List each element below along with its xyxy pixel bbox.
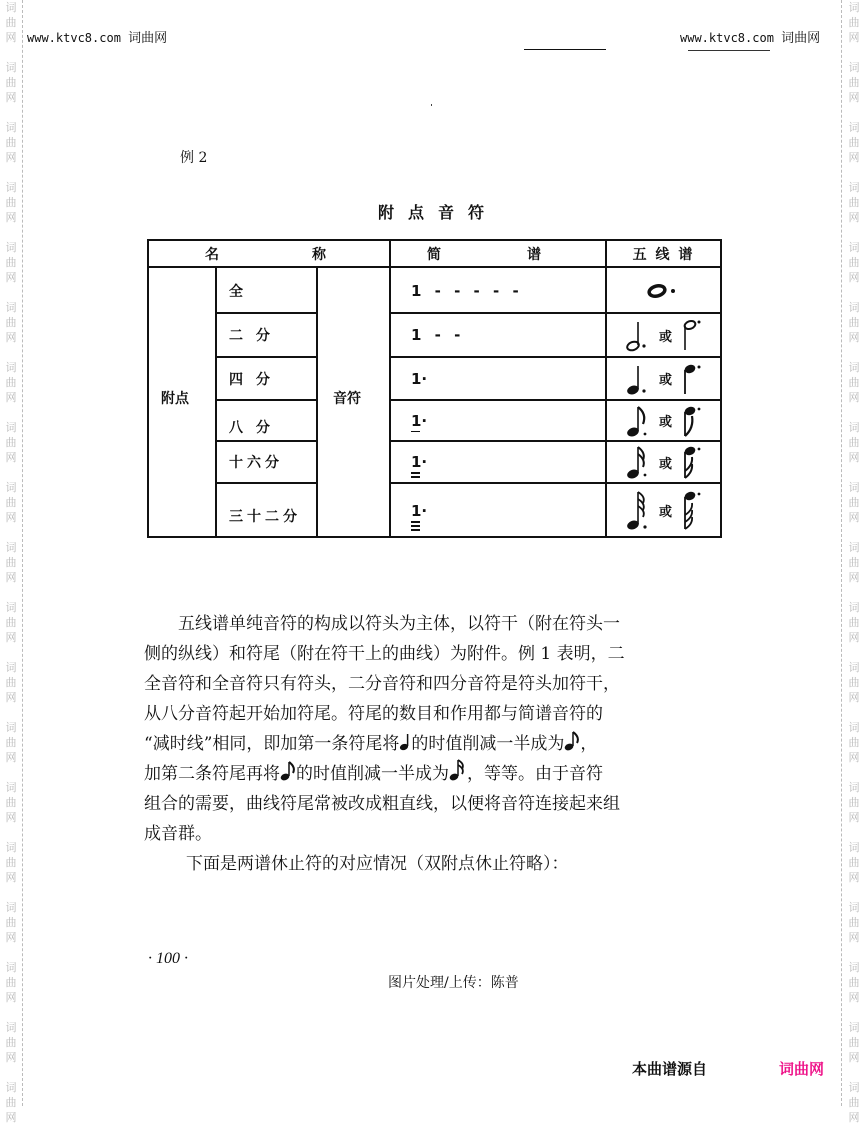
watermark-char: 网 xyxy=(5,271,17,284)
watermark-char: 曲 xyxy=(5,856,17,869)
watermark-char: 曲 xyxy=(848,1036,860,1049)
watermark-char: 词 xyxy=(848,241,860,254)
header-url: www.ktvc8.com xyxy=(680,31,774,45)
body-line xyxy=(144,759,724,789)
watermark-group xyxy=(842,120,866,165)
watermark-char: 词 xyxy=(5,601,17,614)
header-watermark-right xyxy=(680,27,820,46)
watermark-char: 网 xyxy=(5,511,17,524)
watermark-char: 曲 xyxy=(848,616,860,629)
watermark-char: 曲 xyxy=(848,976,860,989)
jianpu-value xyxy=(411,358,427,399)
watermark-char: 曲 xyxy=(848,796,860,809)
watermark-char: 网 xyxy=(5,391,17,404)
body-text-segment: “减时线”相同，即加第一条符尾将 xyxy=(144,734,400,754)
example-label: 例 2 xyxy=(180,150,208,166)
watermark-char: 网 xyxy=(848,991,860,1004)
group-label: 附点 xyxy=(161,391,189,407)
watermark-char: 网 xyxy=(848,91,860,104)
jianpu-value xyxy=(411,442,427,482)
column-divider xyxy=(389,241,391,536)
watermark-char: 词 xyxy=(5,181,17,194)
watermark-char: 曲 xyxy=(5,436,17,449)
watermark-char: 曲 xyxy=(848,136,860,149)
header-rule xyxy=(524,49,606,50)
watermark-char: 网 xyxy=(848,691,860,704)
watermark-group xyxy=(842,780,866,825)
watermark-char: 网 xyxy=(848,571,860,584)
watermark-char: 网 xyxy=(5,751,17,764)
watermark-group xyxy=(0,720,22,765)
watermark-char: 网 xyxy=(848,391,860,404)
staff-cell xyxy=(607,484,720,536)
watermark-char: 网 xyxy=(5,31,17,44)
watermark-char: 词 xyxy=(5,901,17,914)
watermark-group xyxy=(842,840,866,885)
jianpu-text: 1 - - - - - xyxy=(411,281,519,300)
body-line: 五线谱单纯音符的构成以符头为主体，以符干（附在符头一 xyxy=(178,614,620,634)
watermark-char: 曲 xyxy=(848,316,860,329)
watermark-char: 曲 xyxy=(5,76,17,89)
jianpu-text: 1· xyxy=(411,453,427,471)
watermark-char: 词 xyxy=(848,1021,860,1034)
watermark-char: 曲 xyxy=(848,76,860,89)
or-label: 或 xyxy=(658,329,672,345)
watermark-char: 词 xyxy=(848,901,860,914)
watermark-char: 网 xyxy=(848,331,860,344)
dotted-eighth-note-stem-down-icon xyxy=(682,404,702,438)
watermark-char: 网 xyxy=(848,931,860,944)
watermark-char: 曲 xyxy=(5,16,17,29)
watermark-char: 网 xyxy=(5,1111,17,1124)
watermark-char: 词 xyxy=(848,481,860,494)
dotted-eighth-note-icon xyxy=(625,404,649,438)
jianpu-underline xyxy=(411,431,420,433)
row-name: 八 分 xyxy=(229,420,274,436)
watermark-char: 网 xyxy=(5,331,17,344)
or-label: 或 xyxy=(658,456,672,472)
jianpu-value xyxy=(411,269,519,312)
staff-notation xyxy=(607,404,720,438)
watermark-group xyxy=(0,540,22,585)
row-name: 四 分 xyxy=(229,371,274,388)
watermark-char: 曲 xyxy=(848,916,860,929)
watermark-char: 网 xyxy=(5,991,17,1004)
watermark-char: 曲 xyxy=(848,196,860,209)
watermark-group xyxy=(0,480,22,525)
watermark-char: 网 xyxy=(5,691,17,704)
watermark-group xyxy=(842,360,866,405)
watermark-char: 曲 xyxy=(5,1096,17,1109)
watermark-char: 网 xyxy=(5,211,17,224)
jianpu-underline xyxy=(411,529,420,531)
watermark-char: 曲 xyxy=(5,976,17,989)
dotted-half-note-icon xyxy=(625,318,649,352)
watermark-group xyxy=(842,240,866,285)
staff-notation xyxy=(607,283,720,299)
watermark-char: 词 xyxy=(5,121,17,134)
watermark-group xyxy=(842,420,866,465)
column-divider xyxy=(316,267,318,536)
watermark-group xyxy=(842,1020,866,1065)
watermark-char: 网 xyxy=(5,631,17,644)
watermark-group xyxy=(0,660,22,705)
watermark-char: 网 xyxy=(5,91,17,104)
watermark-char: 曲 xyxy=(848,376,860,389)
watermark-char: 词 xyxy=(848,1081,860,1094)
watermark-char: 曲 xyxy=(848,556,860,569)
body-line: 从八分音符起开始加符尾。符尾的数目和作用都与简谱音符的 xyxy=(144,704,603,724)
dotted-sixteenth-note-icon xyxy=(625,444,649,480)
dotted-half-note-stem-down-icon xyxy=(682,318,702,352)
watermark-char: 曲 xyxy=(848,736,860,749)
watermark-group xyxy=(842,900,866,945)
jianpu-text: 1· xyxy=(411,369,428,388)
watermark-char: 词 xyxy=(5,721,17,734)
watermark-char: 词 xyxy=(5,241,17,254)
watermark-char: 词 xyxy=(848,721,860,734)
watermark-char: 词 xyxy=(5,421,17,434)
row-name: 全 xyxy=(229,283,247,300)
header-jianpu-1: 简 xyxy=(427,247,441,263)
dotted-notes-table xyxy=(147,239,722,538)
watermark-char: 词 xyxy=(5,361,17,374)
watermark-char: 网 xyxy=(848,451,860,464)
watermark-group xyxy=(0,1020,22,1065)
sixteenth-note-icon xyxy=(449,759,467,781)
watermark-group xyxy=(0,960,22,1005)
watermark-group xyxy=(0,300,22,345)
watermark-char: 网 xyxy=(848,811,860,824)
body-line: 全音符和全音符只有符头，二分音符和四分音符是符头加符干， xyxy=(144,674,620,694)
staff-notation xyxy=(607,444,720,480)
watermark-group xyxy=(0,360,22,405)
or-label: 或 xyxy=(658,504,672,520)
body-text-segment: 的时值削减一半成为 xyxy=(411,734,565,754)
header-site-name: 词曲网 xyxy=(781,31,821,46)
jianpu-value xyxy=(411,491,427,531)
watermark-char: 词 xyxy=(5,841,17,854)
watermark-char: 网 xyxy=(848,151,860,164)
row-divider xyxy=(215,399,317,401)
watermark-char: 词 xyxy=(848,1,860,14)
header-url: www.ktvc8.com xyxy=(27,31,121,45)
staff-notation xyxy=(607,318,720,352)
watermark-char: 词 xyxy=(5,781,17,794)
header-rule xyxy=(688,50,770,51)
type-label: 音符 xyxy=(333,391,361,407)
watermark-char: 网 xyxy=(848,1051,860,1064)
body-text-segment: 加第二条符尾再将 xyxy=(144,764,280,784)
dotted-thirty-second-note-stem-down-icon xyxy=(682,489,702,531)
header-watermark-left xyxy=(27,27,167,46)
row-name: 二 分 xyxy=(229,328,274,344)
watermark-char: 词 xyxy=(848,841,860,854)
watermark-char: 曲 xyxy=(5,316,17,329)
dotted-quarter-note-icon xyxy=(625,362,649,396)
row-divider xyxy=(215,482,317,484)
staff-cell xyxy=(607,314,720,356)
watermark-char: 曲 xyxy=(5,676,17,689)
jianpu-text: 1· xyxy=(411,412,427,430)
jianpu-text: 1· xyxy=(411,502,427,520)
dotted-sixteenth-note-stem-down-icon xyxy=(682,444,702,480)
watermark-group xyxy=(842,0,866,45)
watermark-char: 网 xyxy=(848,271,860,284)
jianpu-value xyxy=(411,314,460,356)
upload-credit: 图片处理/上传：陈普 xyxy=(388,975,519,991)
row-name: 三十二分 xyxy=(229,509,301,525)
column-divider xyxy=(215,267,217,536)
watermark-char: 网 xyxy=(5,811,17,824)
dotted-quarter-note-stem-down-icon xyxy=(682,362,702,396)
watermark-group xyxy=(842,60,866,105)
watermark-char: 词 xyxy=(5,541,17,554)
watermark-char: 词 xyxy=(848,121,860,134)
watermark-char: 词 xyxy=(848,601,860,614)
right-watermark-strip xyxy=(841,0,866,1124)
watermark-char: 曲 xyxy=(5,496,17,509)
watermark-char: 网 xyxy=(5,571,17,584)
staff-cell xyxy=(607,401,720,440)
watermark-char: 曲 xyxy=(848,436,860,449)
watermark-char: 词 xyxy=(848,661,860,674)
source-brand[interactable]: 词曲网 xyxy=(779,1060,825,1078)
body-text-segment: ，等等。由于音符 xyxy=(467,764,603,784)
or-label: 或 xyxy=(658,415,672,430)
jianpu-underline xyxy=(411,476,420,478)
watermark-char: 网 xyxy=(5,871,17,884)
header-site-name: 词曲网 xyxy=(128,31,168,46)
watermark-char: 词 xyxy=(5,1081,17,1094)
watermark-group xyxy=(0,60,22,105)
watermark-char: 词 xyxy=(848,421,860,434)
watermark-char: 曲 xyxy=(5,376,17,389)
dotted-whole-note-icon xyxy=(647,283,681,299)
jianpu-underline xyxy=(411,521,420,523)
watermark-char: 词 xyxy=(5,1021,17,1034)
body-paragraph xyxy=(144,609,724,879)
row-name: 十六分 xyxy=(229,455,283,471)
jianpu-underline xyxy=(411,525,420,527)
body-line: 组合的需要，曲线符尾常被改成粗直线，以便将音符连接起来组 xyxy=(144,794,620,814)
watermark-char: 词 xyxy=(5,301,17,314)
watermark-char: 曲 xyxy=(848,856,860,869)
body-line xyxy=(144,729,724,759)
page-number: · 100 · xyxy=(148,950,188,967)
watermark-group xyxy=(842,540,866,585)
table-title: 附点音符 xyxy=(377,203,498,222)
watermark-char: 词 xyxy=(5,661,17,674)
header-staff: 五 线 谱 xyxy=(632,247,695,263)
watermark-group xyxy=(842,600,866,645)
watermark-char: 网 xyxy=(5,931,17,944)
watermark-group xyxy=(842,300,866,345)
staff-notation xyxy=(607,489,720,531)
watermark-group xyxy=(0,840,22,885)
watermark-char: 曲 xyxy=(5,1036,17,1049)
watermark-char: 词 xyxy=(848,541,860,554)
header-jianpu-2: 谱 xyxy=(527,247,541,263)
watermark-char: 词 xyxy=(5,61,17,74)
watermark-group xyxy=(0,240,22,285)
body-text-segment: ， xyxy=(580,734,598,754)
staff-notation xyxy=(607,362,720,396)
jianpu-underline xyxy=(411,472,420,474)
watermark-char: 曲 xyxy=(5,796,17,809)
watermark-group xyxy=(0,0,22,45)
watermark-char: 词 xyxy=(848,781,860,794)
staff-cell xyxy=(607,358,720,399)
watermark-char: 曲 xyxy=(848,16,860,29)
eighth-note-icon xyxy=(564,731,580,751)
watermark-char: 曲 xyxy=(848,496,860,509)
watermark-char: 网 xyxy=(5,1051,17,1064)
watermark-char: 曲 xyxy=(5,556,17,569)
staff-cell xyxy=(607,442,720,482)
header-name-1: 名 xyxy=(205,247,219,263)
watermark-char: 词 xyxy=(848,961,860,974)
body-line: 侧的纵线）和符尾（附在符干上的曲线）为附件。例 1 表明，二 xyxy=(144,644,625,664)
watermark-group xyxy=(842,1080,866,1125)
watermark-group xyxy=(842,660,866,705)
staff-cell xyxy=(607,269,720,312)
watermark-char: 词 xyxy=(5,1,17,14)
body-line: 下面是两谱休止符的对应情况（双附点休止符略）： xyxy=(186,854,569,874)
jianpu-text: 1 - - xyxy=(411,326,461,344)
eighth-note-icon xyxy=(280,761,296,781)
left-watermark-strip xyxy=(0,0,23,1124)
watermark-char: 曲 xyxy=(848,1096,860,1109)
quarter-note-icon xyxy=(399,733,411,751)
watermark-group xyxy=(842,720,866,765)
watermark-char: 网 xyxy=(848,1111,860,1124)
watermark-char: 词 xyxy=(848,61,860,74)
watermark-group xyxy=(0,600,22,645)
watermark-group xyxy=(0,780,22,825)
watermark-group xyxy=(0,420,22,465)
watermark-group xyxy=(0,1080,22,1125)
jianpu-value xyxy=(411,401,427,440)
watermark-char: 网 xyxy=(5,151,17,164)
watermark-group xyxy=(842,480,866,525)
body-text-segment: 的时值削减一半成为 xyxy=(296,764,449,784)
watermark-char: 网 xyxy=(848,31,860,44)
watermark-group xyxy=(842,960,866,1005)
watermark-char: 网 xyxy=(5,451,17,464)
watermark-char: 词 xyxy=(848,301,860,314)
watermark-char: 词 xyxy=(848,181,860,194)
or-label: 或 xyxy=(658,373,672,388)
watermark-char: 曲 xyxy=(5,256,17,269)
watermark-group xyxy=(0,900,22,945)
watermark-char: 曲 xyxy=(5,136,17,149)
watermark-char: 网 xyxy=(848,751,860,764)
watermark-char: 曲 xyxy=(5,196,17,209)
watermark-char: 网 xyxy=(848,511,860,524)
watermark-group xyxy=(0,120,22,165)
watermark-char: 网 xyxy=(848,871,860,884)
scan-speck xyxy=(431,104,432,106)
watermark-char: 词 xyxy=(5,481,17,494)
watermark-char: 词 xyxy=(848,361,860,374)
header-name-2: 称 xyxy=(312,247,326,263)
watermark-char: 曲 xyxy=(5,916,17,929)
watermark-char: 曲 xyxy=(848,676,860,689)
source-label: 本曲谱源自 xyxy=(632,1060,708,1078)
body-line: 成音群。 xyxy=(144,824,212,844)
watermark-char: 曲 xyxy=(5,616,17,629)
watermark-char: 网 xyxy=(848,211,860,224)
watermark-char: 曲 xyxy=(5,736,17,749)
watermark-char: 词 xyxy=(5,961,17,974)
watermark-char: 曲 xyxy=(848,256,860,269)
watermark-char: 网 xyxy=(848,631,860,644)
dotted-thirty-second-note-icon xyxy=(625,489,649,531)
